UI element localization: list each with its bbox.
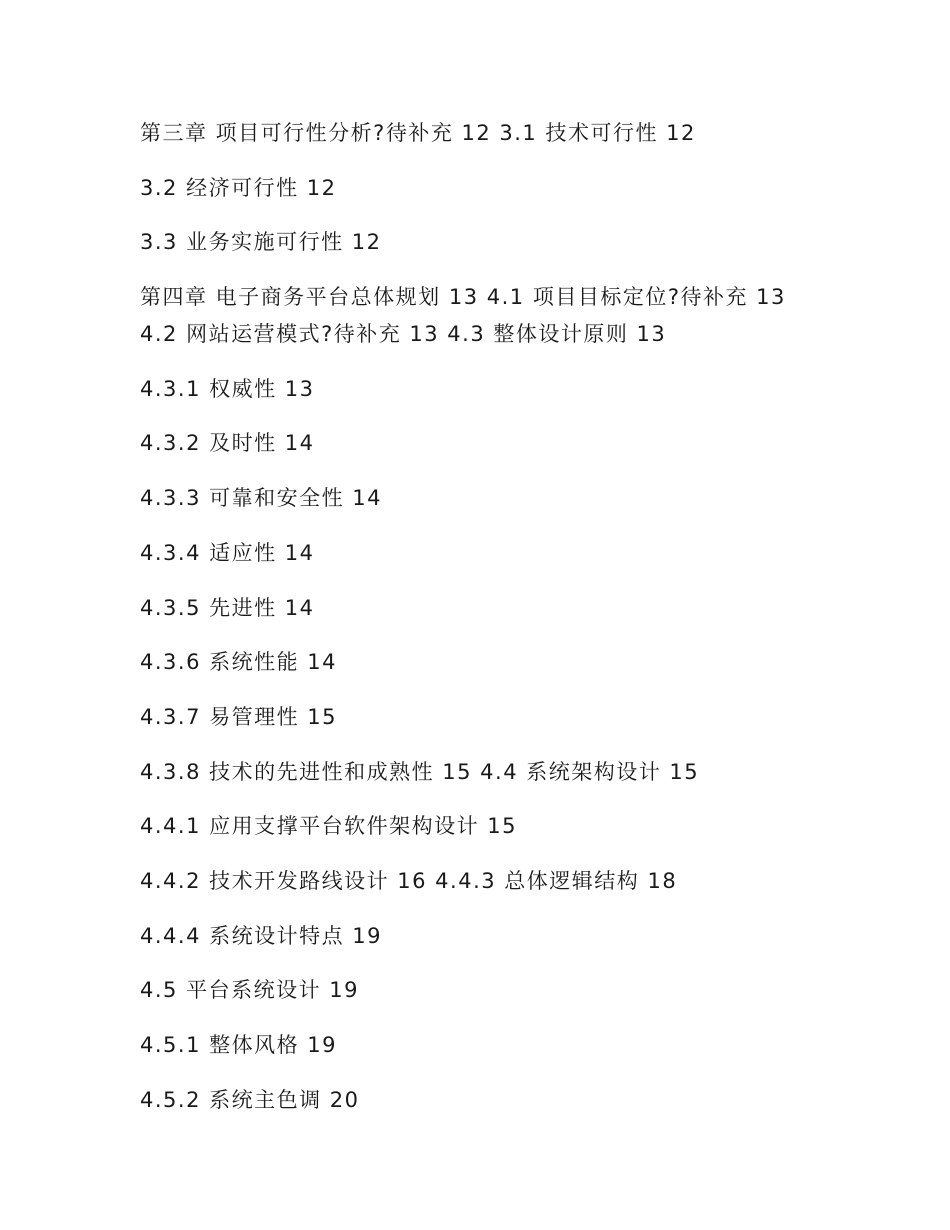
toc-entry: 4.3.5 先进性 14 bbox=[140, 595, 315, 620]
toc-entry: 4.3.8 技术的先进性和成熟性 15 4.4 系统架构设计 15 bbox=[140, 759, 700, 784]
table-of-contents bbox=[140, 115, 820, 1136]
toc-entry: 4.3.6 系统性能 14 bbox=[140, 650, 338, 675]
toc-entry: 4.5 平台系统设计 19 bbox=[140, 978, 359, 1003]
toc-entry: 3.3 业务实施可行性 12 bbox=[140, 230, 382, 255]
toc-entry: 4.3.1 权威性 13 bbox=[140, 376, 315, 401]
toc-entry: 4.3.3 可靠和安全性 14 bbox=[140, 486, 383, 511]
toc-entry: 4.3.7 易管理性 15 bbox=[140, 704, 338, 729]
toc-entry: 4.4.1 应用支撑平台软件架构设计 15 bbox=[140, 814, 518, 839]
toc-entry: 3.2 经济可行性 12 bbox=[140, 175, 337, 200]
toc-entry: 4.4.2 技术开发路线设计 16 4.4.3 总体逻辑结构 18 bbox=[140, 868, 678, 893]
toc-entry: 第三章 项目可行性分析?待补充 12 3.1 技术可行性 12 bbox=[140, 121, 696, 145]
toc-entry: 第四章 电子商务平台总体规划 13 4.1 项目目标定位?待补充 13 4.2 网站运营模式?待补充 13 4.3 整体设计原则 13 bbox=[140, 285, 786, 347]
toc-entry: 4.3.4 适应性 14 bbox=[140, 540, 315, 565]
toc-entry: 4.5.2 系统主色调 20 bbox=[140, 1087, 360, 1112]
toc-entry: 4.5.1 整体风格 19 bbox=[140, 1033, 338, 1057]
toc-entry: 4.4.4 系统设计特点 19 bbox=[140, 923, 383, 948]
toc-entry: 4.3.2 及时性 14 bbox=[140, 431, 315, 456]
